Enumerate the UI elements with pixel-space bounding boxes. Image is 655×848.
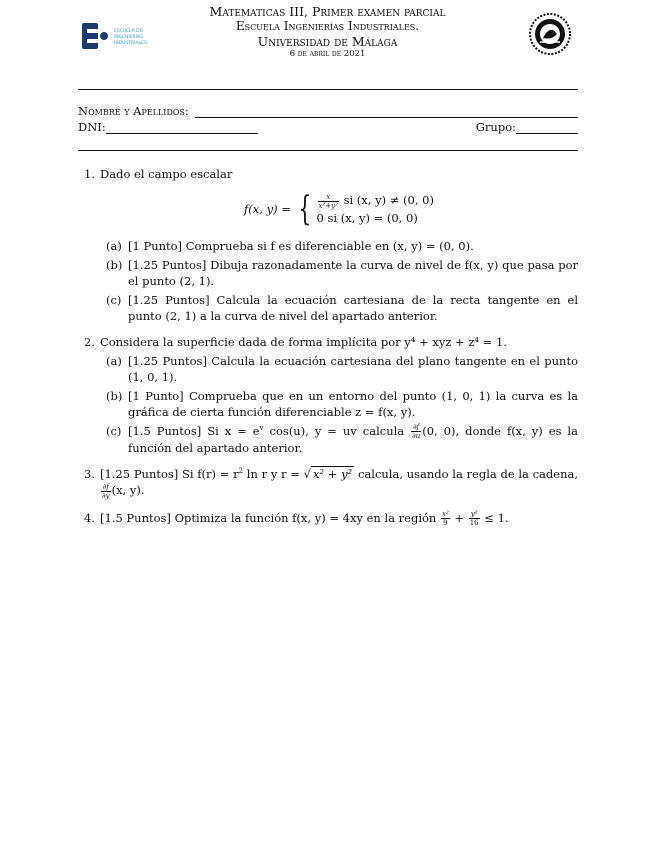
- group-blank-line[interactable]: [516, 122, 578, 134]
- question-intro: Considera la superficie dada de forma implícita por y⁴ + xyz + z⁴ = 1.: [100, 334, 507, 349]
- brace-icon: {: [298, 188, 312, 229]
- question-number: 3.: [84, 467, 95, 481]
- question-1b: (b) [1.25 Puntos] Dibuja razonadamente la curva de nivel de f(x, y) que pasa por el punto (2, 1).: [106, 257, 578, 288]
- case-1: $\frac{x}{\text{x²+y²}}$ si (x, y) ≠ (0, 0): [318, 192, 434, 210]
- name-blank-line[interactable]: [195, 106, 578, 118]
- question-3: 3. [1.25 Puntos] Si $f(r) = r^2$ ln r y r = √ x² + y² calcula, usando la regla de la cadena, $\frac{\partial f}{\partial y}$ (x, y).: [84, 467, 578, 500]
- question-intro: Dado el campo escalar: [100, 167, 233, 181]
- question-number: 2.: [84, 334, 95, 349]
- school-name: Escuela Ingenierías Industriales.: [235, 19, 420, 33]
- logo-text-line1: ESCUELA DE: [114, 29, 143, 34]
- question-2b: (b) [1 Punto] Comprueba que en un entorno del punto (1, 0, 1) la curva es la gráfica de cierta función diferenciable z = f(x, y).: [106, 388, 578, 419]
- exam-title: Matematicas III, Primer examen parcial: [209, 4, 446, 19]
- piecewise-function: [100, 188, 578, 229]
- question-4: 4. [1.5 Puntos] Optimiza la función f(x, y) = 4xy en la región $\frac{\text{x²}}{9}$ + $\frac{\text{y²}}{16}$ ≤ 1.: [84, 510, 509, 527]
- exam-title-block: [150, 4, 505, 60]
- exam-date: 6 de abril de 2021: [289, 49, 366, 59]
- dni-label: DNI:: [78, 120, 106, 134]
- function-lhs: f(x, y) =: [244, 201, 291, 216]
- name-field[interactable]: [78, 104, 578, 118]
- bottom-rule: [78, 150, 578, 151]
- school-logo: [80, 20, 160, 52]
- logo-text-line2: INGENIERÍAS: [114, 35, 143, 40]
- question-2a: (a) [1.25 Puntos] Calcula la ecuación cartesiana del plano tangente en el punto (1, 0, 1).: [106, 353, 578, 384]
- exam-questions: [78, 166, 578, 527]
- university-name: Universidad de Málaga: [257, 34, 398, 49]
- question-2c: (c) [1.5 Puntos] Si $x = e^v$ cos(u), y = uv calcula $\frac{\partial f}{\partial u}$ (0, 0), donde f(x, y) es la función del apartado anterior.: [106, 423, 578, 455]
- logo-text-line3: INDUSTRIALES: [114, 41, 147, 46]
- question-1a: (a) [1 Punto] Comprueba si f es diferenciable en (x, y) = (0, 0).: [106, 238, 474, 253]
- sqrt-icon: √: [303, 467, 311, 481]
- id-row: [78, 120, 578, 134]
- university-seal-icon: [528, 12, 572, 56]
- case-2: 0 si (x, y) = (0, 0): [316, 210, 418, 225]
- name-label: Nombre y Apellidos:: [78, 104, 189, 118]
- page-header: [0, 0, 655, 70]
- question-number: 1.: [84, 167, 95, 181]
- question-2: [78, 334, 578, 457]
- question-1c: (c) [1.25 Puntos] Calcula la ecuación cartesiana de la recta tangente en el punto (2, 1) a la curva de nivel del apartado anterior.: [106, 292, 578, 323]
- question-1: [78, 166, 578, 324]
- top-rule: [78, 89, 578, 90]
- question-number: 4.: [84, 510, 95, 525]
- dni-blank-line[interactable]: [106, 122, 258, 134]
- group-label: Grupo:: [475, 120, 516, 134]
